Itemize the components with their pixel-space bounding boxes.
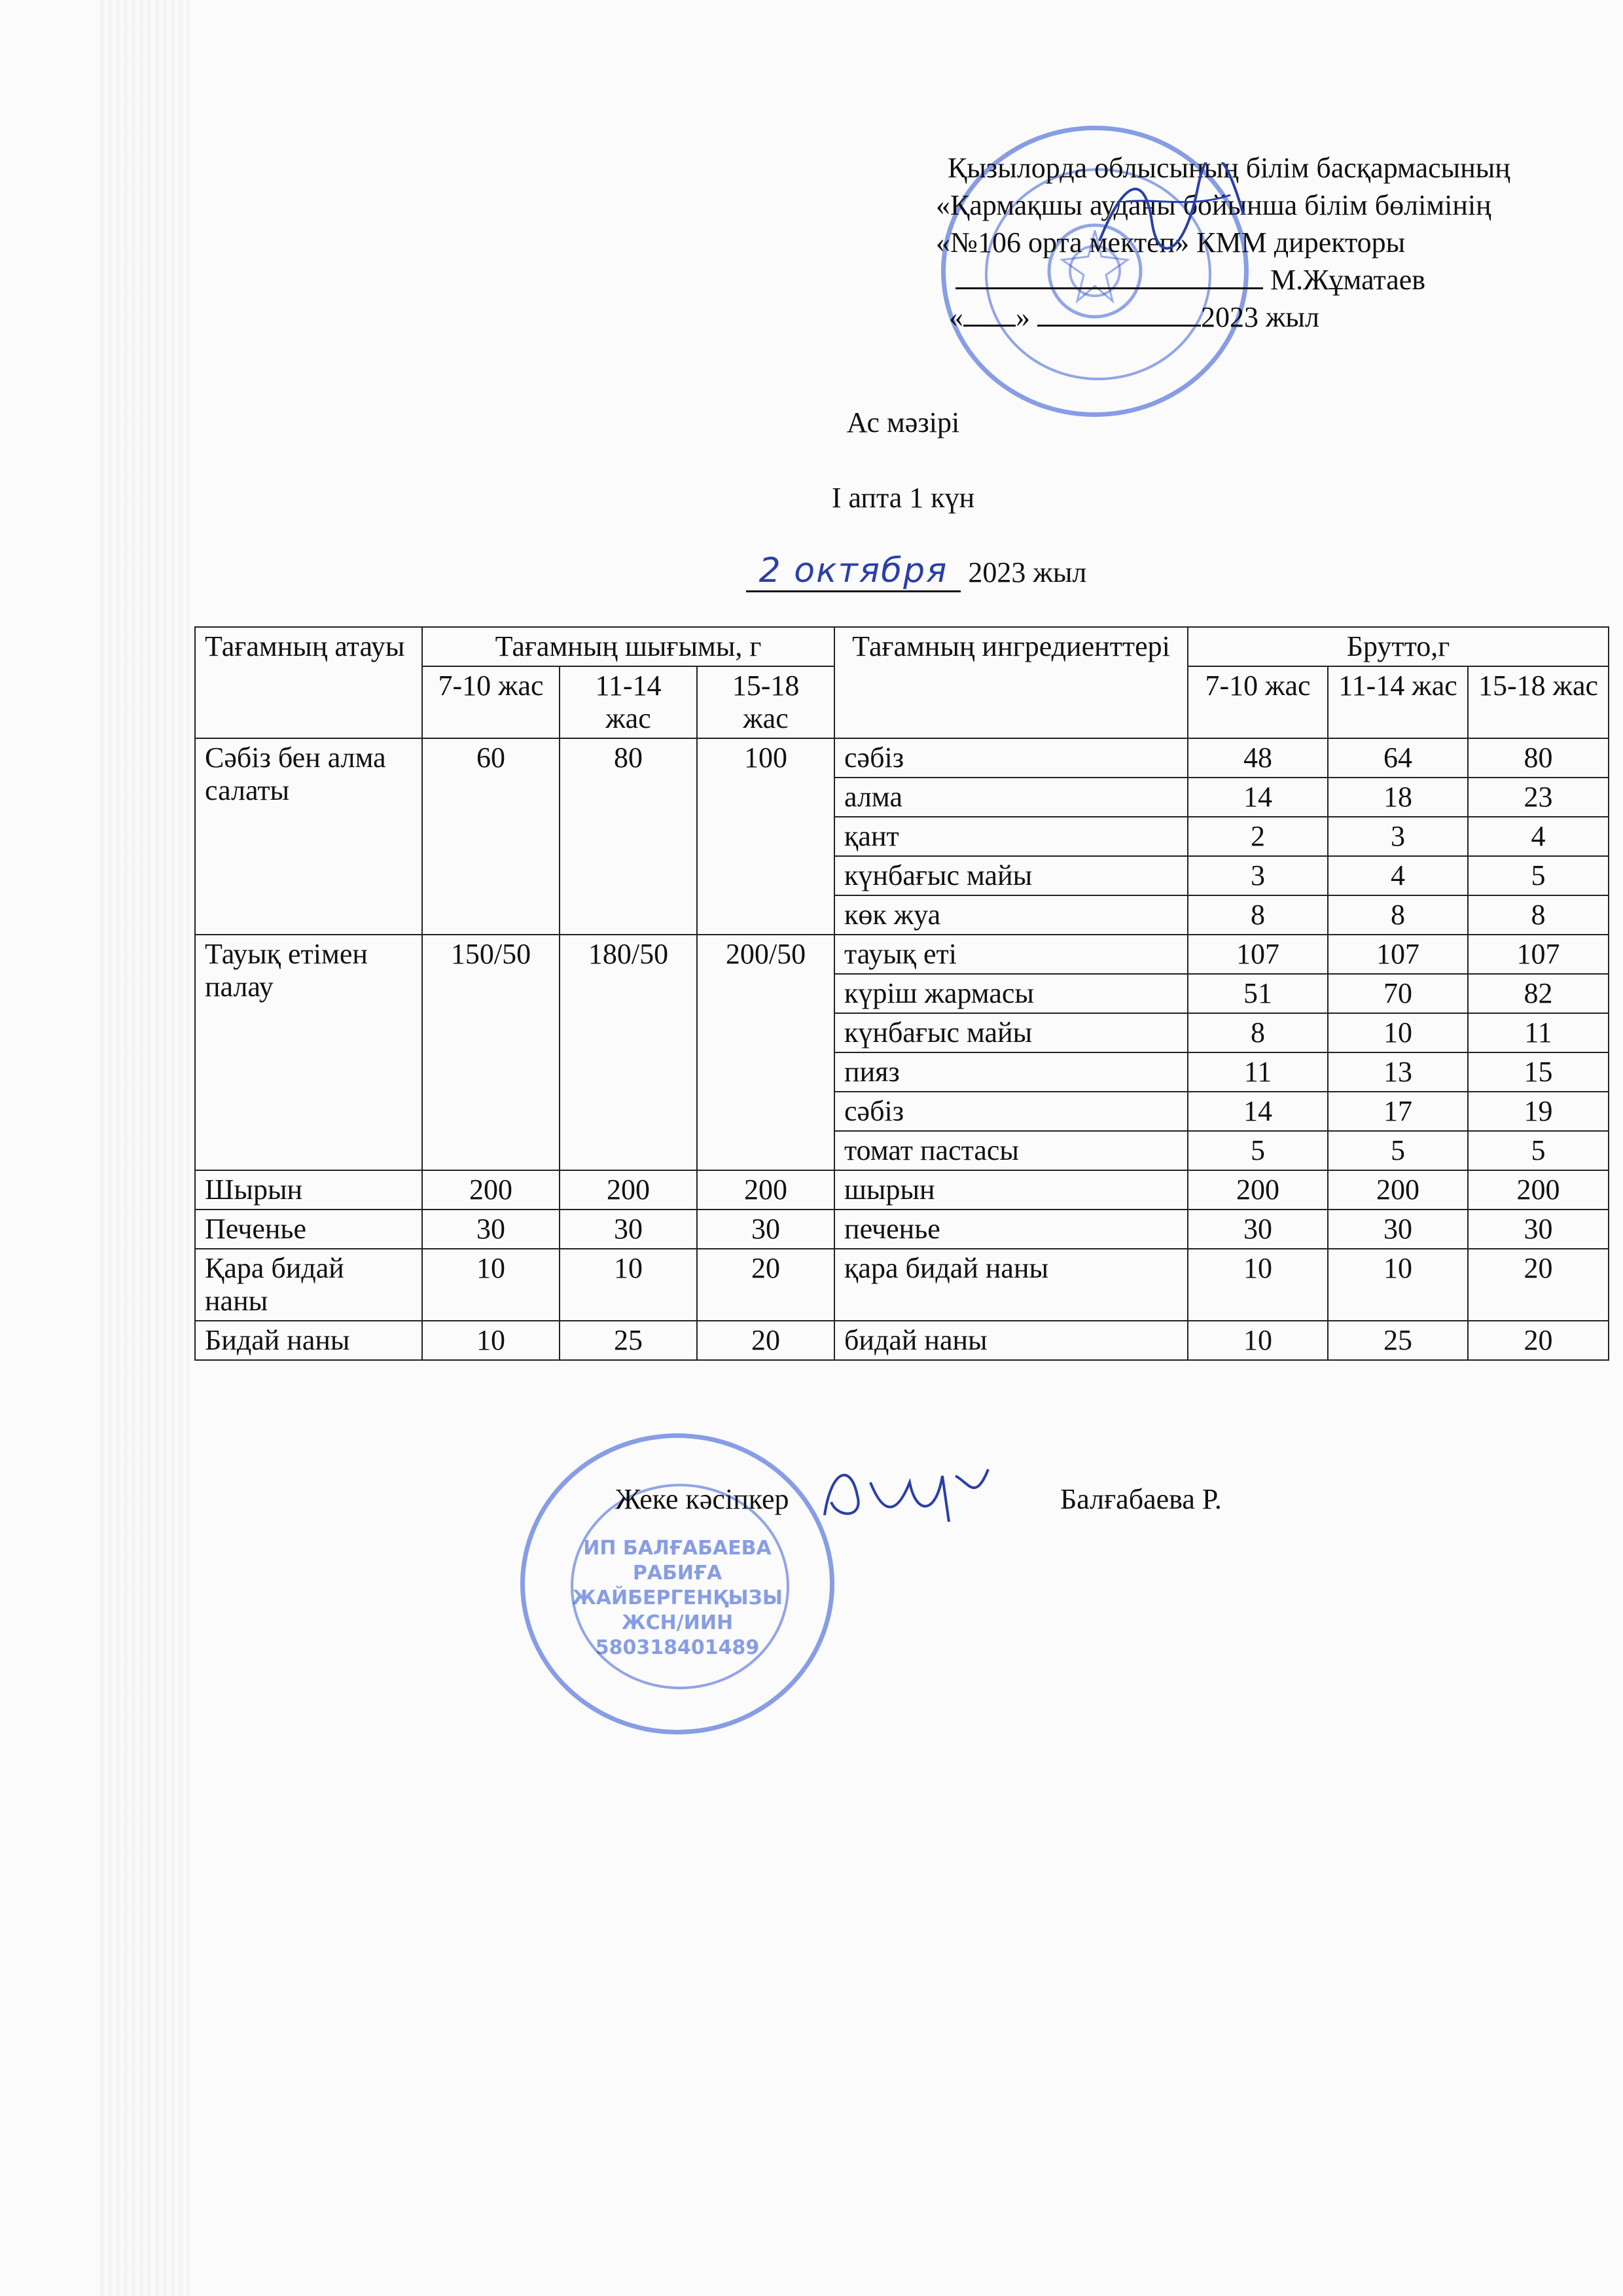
gross-value: 8 bbox=[1328, 895, 1468, 935]
approval-date-line bbox=[929, 298, 1597, 336]
dish-yield: 200 bbox=[560, 1170, 697, 1210]
approval-line-2: «Қармақшы ауданы бойынша білім бөлімінің bbox=[936, 189, 1491, 221]
gross-value: 20 bbox=[1468, 1321, 1609, 1360]
ingredient-name: күнбағыс майы bbox=[834, 856, 1188, 895]
table-row bbox=[195, 738, 1609, 778]
ingredient-name: томат пастасы bbox=[834, 1131, 1188, 1170]
dish-yield: 200 bbox=[697, 1170, 834, 1210]
approval-signer: М.Жұматаев bbox=[1270, 264, 1426, 296]
ingredient-name: сәбіз bbox=[834, 1092, 1188, 1131]
gross-value: 14 bbox=[1188, 1092, 1328, 1131]
header-age: 11-14 жас bbox=[560, 666, 697, 738]
gross-value: 200 bbox=[1468, 1170, 1609, 1210]
gross-value: 5 bbox=[1328, 1131, 1468, 1170]
table-row bbox=[195, 1249, 1609, 1321]
dish-name: Сәбіз бен алма салаты bbox=[195, 738, 422, 935]
dish-yield: 10 bbox=[422, 1321, 560, 1360]
gross-value: 3 bbox=[1328, 817, 1468, 856]
entrepreneur-stamp-text bbox=[525, 1536, 830, 1660]
menu-table bbox=[194, 626, 1609, 1361]
header-age: 7-10 жас bbox=[422, 666, 560, 738]
week-day-title: I апта 1 күн bbox=[831, 482, 975, 514]
ingredient-name: күріш жармасы bbox=[834, 974, 1188, 1013]
table-row bbox=[195, 1321, 1609, 1360]
dish-yield: 200 bbox=[422, 1170, 560, 1210]
dish-yield: 10 bbox=[560, 1249, 697, 1321]
scan-edge-shadow bbox=[98, 0, 190, 2296]
signature-underline bbox=[955, 287, 1263, 289]
ingredient-name: қант bbox=[834, 817, 1188, 856]
header-row-1 bbox=[195, 627, 1609, 666]
gross-value: 107 bbox=[1188, 935, 1328, 974]
month-blank bbox=[1037, 325, 1201, 327]
day-blank bbox=[963, 325, 1016, 327]
date-year: 2023 жыл bbox=[968, 556, 1087, 588]
gross-value: 11 bbox=[1468, 1013, 1609, 1052]
gross-value: 11 bbox=[1188, 1052, 1328, 1092]
gross-value: 14 bbox=[1188, 778, 1328, 817]
ingredient-name: тауық еті bbox=[834, 935, 1188, 974]
approval-line-1: Қызылорда облысының білім басқармасының bbox=[948, 152, 1510, 184]
quote-open: « bbox=[949, 301, 963, 333]
dish-yield: 60 bbox=[422, 738, 560, 935]
gross-value: 4 bbox=[1328, 856, 1468, 895]
dish-name: Қара бидай наны bbox=[195, 1249, 422, 1321]
dish-name: Печенье bbox=[195, 1210, 422, 1249]
dish-yield: 10 bbox=[422, 1249, 560, 1321]
stamp-line: РАБИҒА bbox=[632, 1562, 722, 1585]
gross-value: 107 bbox=[1328, 935, 1468, 974]
date-line bbox=[105, 551, 1623, 590]
dish-yield: 25 bbox=[560, 1321, 697, 1360]
dish-yield: 80 bbox=[560, 738, 697, 935]
signature-line bbox=[615, 1482, 1222, 1516]
gross-value: 80 bbox=[1468, 738, 1609, 778]
signature-role: Жеке кәсіпкер bbox=[615, 1483, 789, 1515]
gross-value: 30 bbox=[1328, 1210, 1468, 1249]
entrepreneur-signature-icon bbox=[812, 1456, 995, 1535]
stamp-line: ЖСН/ИИН bbox=[621, 1611, 734, 1634]
gross-value: 8 bbox=[1468, 895, 1609, 935]
gross-value: 8 bbox=[1188, 1013, 1328, 1052]
ingredient-name: бидай наны bbox=[834, 1321, 1188, 1360]
gross-value: 48 bbox=[1188, 738, 1328, 778]
approval-year: 2023 жыл bbox=[1201, 301, 1319, 333]
gross-value: 4 bbox=[1468, 817, 1609, 856]
dish-yield: 20 bbox=[697, 1249, 834, 1321]
gross-value: 200 bbox=[1188, 1170, 1328, 1210]
ingredient-name: пияз bbox=[834, 1052, 1188, 1092]
gross-value: 30 bbox=[1188, 1210, 1328, 1249]
director-signature-icon bbox=[1086, 162, 1257, 267]
header-age: 11-14 жас bbox=[1328, 666, 1468, 738]
gross-value: 3 bbox=[1188, 856, 1328, 895]
signature-name: Балғабаева Р. bbox=[1060, 1483, 1222, 1515]
approval-line-3: «№106 орта мектеп» КММ директоры bbox=[936, 226, 1406, 259]
gross-value: 70 bbox=[1328, 974, 1468, 1013]
gross-value: 13 bbox=[1328, 1052, 1468, 1092]
gross-value: 10 bbox=[1188, 1249, 1328, 1321]
gross-value: 200 bbox=[1328, 1170, 1468, 1210]
gross-value: 82 bbox=[1468, 974, 1609, 1013]
table-row bbox=[195, 935, 1609, 974]
page-title: Ас мәзірі bbox=[846, 406, 960, 439]
gross-value: 2 bbox=[1188, 817, 1328, 856]
gross-value: 5 bbox=[1188, 1131, 1328, 1170]
gross-value: 10 bbox=[1188, 1321, 1328, 1360]
dish-name: Бидай наны bbox=[195, 1321, 422, 1360]
dish-name: Тауық етімен палау bbox=[195, 935, 422, 1170]
stamp-line: ИП БАЛҒАБАЕВА bbox=[583, 1537, 772, 1560]
gross-value: 10 bbox=[1328, 1249, 1468, 1321]
dish-yield: 150/50 bbox=[422, 935, 560, 1170]
stamp-line: 580318401489 bbox=[595, 1636, 760, 1659]
dish-yield: 100 bbox=[697, 738, 834, 935]
dish-name: Шырын bbox=[195, 1170, 422, 1210]
gross-value: 15 bbox=[1468, 1052, 1609, 1092]
ingredient-name: алма bbox=[834, 778, 1188, 817]
ingredient-name: печенье bbox=[834, 1210, 1188, 1249]
dish-yield: 30 bbox=[422, 1210, 560, 1249]
table-row bbox=[195, 1210, 1609, 1249]
dish-yield: 200/50 bbox=[697, 935, 834, 1170]
ingredient-name: көк жуа bbox=[834, 895, 1188, 935]
dish-yield: 20 bbox=[697, 1321, 834, 1360]
gross-value: 19 bbox=[1468, 1092, 1609, 1131]
gross-value: 20 bbox=[1468, 1249, 1609, 1321]
header-age: 15-18 жас bbox=[697, 666, 834, 738]
ingredient-name: сәбіз bbox=[834, 738, 1188, 778]
gross-value: 51 bbox=[1188, 974, 1328, 1013]
gross-value: 23 bbox=[1468, 778, 1609, 817]
dish-yield: 30 bbox=[697, 1210, 834, 1249]
gross-value: 107 bbox=[1468, 935, 1609, 974]
quote-close: » bbox=[1016, 301, 1030, 333]
dish-yield: 30 bbox=[560, 1210, 697, 1249]
gross-value: 30 bbox=[1468, 1210, 1609, 1249]
handwritten-date: 2 октября bbox=[746, 551, 961, 592]
header-ingredients: Тағамның ингредиенттері bbox=[834, 627, 1188, 738]
ingredient-name: қара бидай наны bbox=[834, 1249, 1188, 1321]
gross-value: 17 bbox=[1328, 1092, 1468, 1131]
header-age: 7-10 жас bbox=[1188, 666, 1328, 738]
gross-value: 18 bbox=[1328, 778, 1468, 817]
header-gross: Брутто,г bbox=[1188, 627, 1609, 666]
header-age: 15-18 жас bbox=[1468, 666, 1609, 738]
gross-value: 5 bbox=[1468, 856, 1609, 895]
gross-value: 25 bbox=[1328, 1321, 1468, 1360]
table-row bbox=[195, 1170, 1609, 1210]
ingredient-name: күнбағыс майы bbox=[834, 1013, 1188, 1052]
header-dish-name: Тағамның атауы bbox=[195, 627, 422, 738]
gross-value: 8 bbox=[1188, 895, 1328, 935]
ingredient-name: шырын bbox=[834, 1170, 1188, 1210]
gross-value: 64 bbox=[1328, 738, 1468, 778]
dish-yield: 180/50 bbox=[560, 935, 697, 1170]
gross-value: 10 bbox=[1328, 1013, 1468, 1052]
approval-block bbox=[929, 149, 1597, 336]
approval-signer-line bbox=[929, 261, 1597, 298]
gross-value: 5 bbox=[1468, 1131, 1609, 1170]
stamp-line: ЖАЙБЕРГЕНҚЫЗЫ bbox=[572, 1587, 783, 1609]
entrepreneur-stamp bbox=[520, 1433, 834, 1734]
header-yield: Тағамның шығымы, г bbox=[422, 627, 834, 666]
